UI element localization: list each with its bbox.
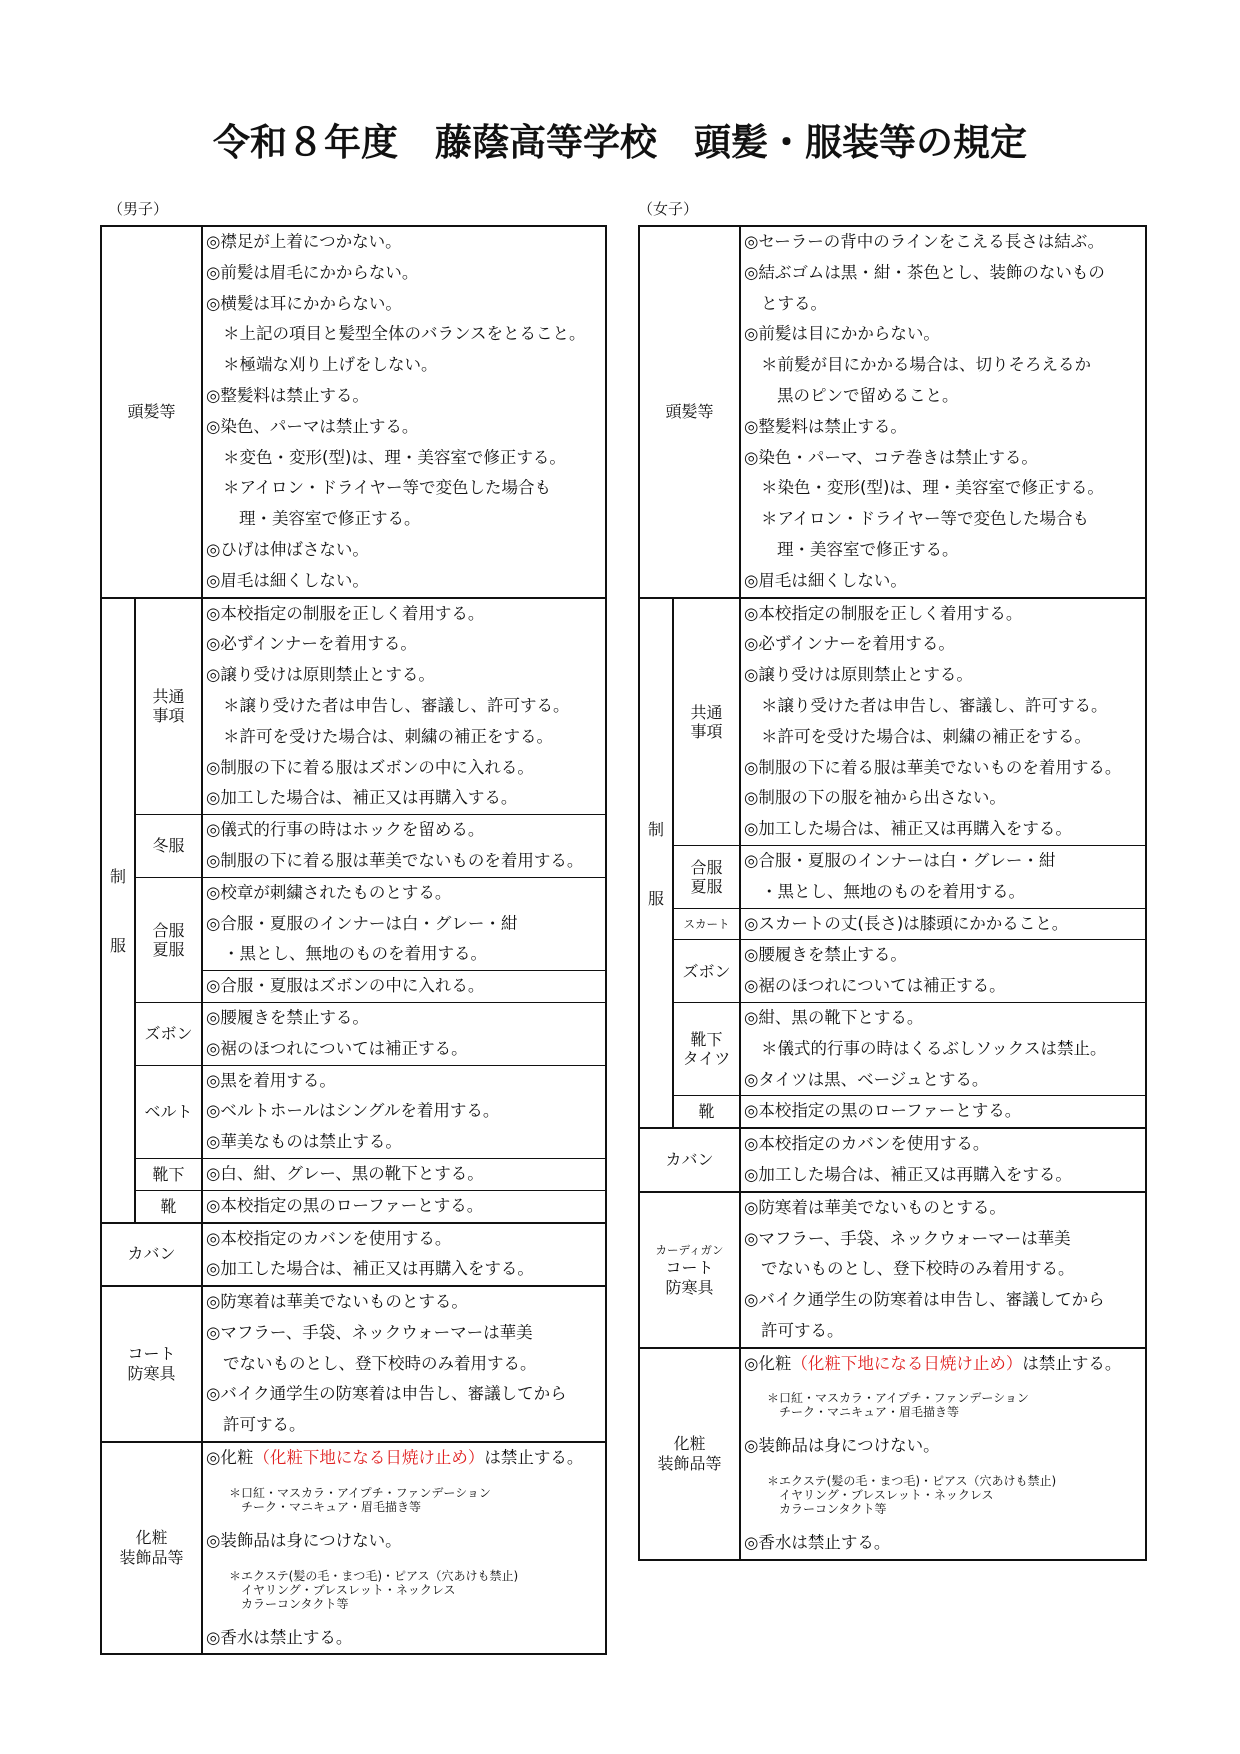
rule-line: ◎白、紺、グレー、黒の靴下とする。 [206,1163,484,1183]
rule-line: ◎染色・パーマ、コテ巻きは禁止する。 [744,447,1038,467]
rule-row [639,598,1146,846]
category-label-line: 共通 [152,687,185,707]
category-label-line: ズボン [144,1024,193,1044]
rule-line: ◎襟足が上着につかない。 [206,232,402,251]
rule-content [740,1128,1146,1192]
page-title: 令和８年度 藤蔭高等学校 頭髪・服装等の規定 [213,121,1027,164]
category-label-line: コート [127,1344,176,1364]
category-0 [101,226,202,598]
category-label-line: 夏服 [690,876,723,896]
rule-block [203,815,605,877]
rule-line: ＊極端な刈り上げをしない。 [223,355,438,375]
subcategory-2 [673,908,740,940]
rule-line: ・黒とし、無地のものを着用する。 [761,881,1026,901]
rule-line: ◎合服・夏服はズボンの中に入れる。 [206,976,485,996]
rule-line: ＊許可を受けた場合は、刺繍の補正をする。 [223,726,554,746]
rule-highlight-red: （化粧下地になる日焼け止め） [791,1353,1023,1373]
category-label-line: ベルト [144,1102,193,1122]
category-4 [639,1348,740,1560]
rule-content [740,1002,1146,1095]
rule-content [740,1096,1146,1128]
rule-row [101,815,606,878]
rule-text: ◎化粧 [744,1353,792,1373]
rule-row [101,1286,606,1442]
rule-row [101,1442,606,1654]
category-uniform [101,598,135,1223]
category-label-line: 防寒具 [127,1364,176,1384]
category-4 [101,1442,202,1654]
category-label-line: 事項 [690,721,723,741]
rule-line: ◎制服の下に着る服は華美でないものを着用する。 [206,850,584,870]
rule-line: ◎本校指定の黒のローファーとする。 [206,1195,484,1215]
rule-content [202,877,606,1002]
category-2 [101,1223,202,1287]
subcategory-1 [673,845,740,908]
rule-content [202,815,606,878]
rule-line: ◎加工した場合は、補正又は再購入をする。 [206,1259,534,1279]
rule-content [202,1223,606,1287]
rule-line: ◎本校指定の制服を正しく着用する。 [744,603,1023,623]
rule-line: ◎バイク通学生の防寒着は申告し、審議してから [206,1384,567,1404]
rule-line: ◎必ずインナーを着用する。 [744,634,955,654]
rule-block [741,1129,1145,1191]
rule-line: ◎結ぶゴムは黒・紺・茶色とし、装飾のないもの [744,262,1105,282]
rule-line: ・黒とし、無地のものを着用する。 [223,944,488,964]
category-label-line: 共通 [690,702,723,722]
rule-line: ◎バイク通学生の防寒着は申告し、審議してから [744,1290,1105,1310]
male-rules-table [100,225,607,1655]
rule-line [741,1349,1145,1380]
rule-row [639,1192,1146,1348]
rule-row [101,1002,606,1065]
rule-line: ＊前髪が目にかかる場合は、切りそろえるか [761,355,1092,375]
subcategory-5 [673,1096,740,1128]
rule-content [202,226,606,598]
rule-note [203,1474,605,1526]
male-section-label: （男子） [108,200,169,218]
female-section-label: （女子） [638,200,699,218]
category-label-line: 頭髪等 [665,401,714,421]
rule-row [101,598,606,815]
rule-line: ◎タイツは黒、ベージュとする。 [744,1069,989,1089]
category-label-line: 靴 [160,1196,177,1216]
rule-line: ◎校章が刺繍されたものとする。 [206,882,452,902]
rule-note-line: チーク・マニキュア・眉毛描き等 [241,1499,422,1514]
rule-row [639,1002,1146,1095]
category-label-line: 化粧 [135,1528,168,1548]
rule-line: でないものとし、登下校時のみ着用する。 [761,1259,1075,1279]
category-label-line: 装飾品等 [119,1548,184,1568]
rule-note-line: チーク・マニキュア・眉毛描き等 [779,1405,960,1420]
rule-block [203,599,605,815]
rule-line: ◎ひげは伸ばさない。 [206,539,369,559]
rule-note-line: ＊エクステ(髪の毛・まつ毛)・ピアス（穴あけも禁止) [229,1568,519,1583]
rule-line: ◎制服の下に着る服は華美でないものを着用する。 [744,757,1122,777]
rule-line: ◎裾のほつれについては補正する。 [744,976,1006,996]
rule-row [101,1158,606,1190]
rule-note-line: カラーコンタクト等 [241,1596,349,1611]
rule-row [101,226,606,598]
subcategory-0 [135,598,202,815]
rule-block [741,1193,1145,1347]
rule-block [203,1443,605,1653]
rule-content [202,1286,606,1442]
rule-note-line: イヤリング・ブレスレット・ネックレス [779,1488,994,1503]
rule-line: 理・美容室で修正する。 [777,539,959,559]
rule-block [203,1191,605,1222]
rule-content [202,1002,606,1065]
category-3 [639,1192,740,1348]
rule-line: ◎整髪料は禁止する。 [206,385,369,405]
subcategory-0 [673,598,740,846]
rule-content [202,1065,606,1158]
rule-line: ＊染色・変形(型)は、理・美容室で修正する。 [761,478,1104,498]
rule-note [741,1379,1145,1431]
category-label-line: タイツ [682,1049,731,1069]
rule-block [203,227,605,597]
rule-line: ◎本校指定のカバンを使用する。 [744,1134,990,1154]
subcategory-1 [135,815,202,878]
rule-line: ◎マフラー、手袋、ネックウォーマーは華美 [206,1322,533,1342]
category-label-line: スカート [683,916,730,931]
category-label-line: 頭髪等 [127,401,176,421]
rule-text: は禁止する。 [484,1448,584,1468]
rule-block [741,599,1145,845]
category-label-line: 合服 [690,857,723,877]
rule-line: 許可する。 [223,1415,306,1435]
rule-row [639,1128,1146,1192]
category-label-line: 冬服 [152,836,185,856]
category-3 [101,1286,202,1442]
category-label-line: 防寒具 [665,1277,714,1297]
category-label-line: 服 [647,888,664,908]
female-rules-table [638,225,1147,1561]
rule-line: ＊変色・変形(型)は、理・美容室で修正する。 [223,447,566,467]
rule-note [203,1557,605,1623]
rule-content [740,598,1146,846]
rule-note-line: イヤリング・ブレスレット・ネックレス [241,1582,456,1597]
rule-highlight-red: （化粧下地になる日焼け止め） [253,1448,485,1468]
subcategory-3 [135,1002,202,1065]
rule-line: ◎眉毛は細くしない。 [744,570,907,590]
rule-row [101,1065,606,1158]
rule-block [741,909,1145,940]
subcategory-4 [135,1065,202,1158]
rule-row [639,226,1146,598]
rule-line: ◎華美なものは禁止する。 [206,1132,402,1152]
rule-row [639,908,1146,940]
rule-line: ◎香水は禁止する。 [744,1533,891,1553]
rule-line: ◎本校指定のカバンを使用する。 [206,1228,452,1248]
rule-content [740,845,1146,908]
category-label-line: 制 [647,819,664,839]
rule-line: ◎防寒着は華美でないものとする。 [206,1292,468,1312]
rule-line: ◎整髪料は禁止する。 [744,416,907,436]
rule-content [740,1192,1146,1348]
rule-content [740,1348,1146,1560]
rule-line: ◎合服・夏服のインナーは白・グレー・紺 [206,913,518,933]
rule-block [741,846,1145,908]
rule-line: ◎横髪は耳にかからない。 [206,293,402,313]
rule-line: ◎加工した場合は、補正又は再購入する。 [206,788,518,808]
rule-block [203,970,605,1002]
rule-line: ◎防寒着は華美でないものとする。 [744,1197,1006,1217]
rule-line: ◎腰履きを禁止する。 [206,1007,369,1027]
rule-note-line: ＊口紅・マスカラ・アイプチ・ファンデーション [767,1391,1029,1406]
subcategory-4 [673,1002,740,1095]
rule-line: ◎譲り受けは原則禁止とする。 [206,665,435,685]
rule-line: ◎染色、パーマは禁止する。 [206,416,419,436]
rule-line: ◎本校指定の制服を正しく着用する。 [206,603,485,623]
category-label-line: 合服 [152,920,185,940]
rule-line: ◎スカートの丈(長さ)は膝頭にかかること。 [744,913,1069,933]
rule-line: ◎合服・夏服のインナーは白・グレー・紺 [744,850,1056,870]
rule-note-line: カラーコンタクト等 [779,1502,887,1517]
category-label-line: 服 [109,936,126,956]
rule-line: ◎ベルトホールはシングルを着用する。 [206,1101,500,1121]
category-label-line: カーディガン [655,1242,724,1257]
rule-line: ＊譲り受けた者は申告し、審議し、許可する。 [761,695,1108,715]
rule-line: ◎本校指定の黒のローファーとする。 [744,1101,1022,1121]
rule-content [740,908,1146,940]
rule-text: ◎化粧 [206,1448,254,1468]
category-label-line: 靴 [698,1102,715,1122]
rule-line: ＊許可を受けた場合は、刺繍の補正をする。 [761,726,1092,746]
category-label-line: 装飾品等 [657,1453,722,1473]
rule-line: ＊儀式的行事の時はくるぶしソックスは禁止。 [761,1038,1107,1058]
rule-block [741,1003,1145,1095]
category-uniform [639,598,673,1129]
rule-block [203,1159,605,1190]
rule-line: ◎紺、黒の靴下とする。 [744,1007,924,1027]
rule-line [203,1443,605,1474]
rule-block [741,227,1145,597]
rule-note-line: ＊エクステ(髪の毛・まつ毛)・ピアス（穴あけも禁止) [767,1474,1057,1489]
rule-note-line: ＊口紅・マスカラ・アイプチ・ファンデーション [229,1485,491,1500]
rule-line: ◎眉毛は細くしない。 [206,570,369,590]
rule-row [639,940,1146,1003]
subcategory-3 [673,940,740,1003]
rule-content [202,598,606,815]
rule-line: ◎前髪は眉毛にかからない。 [206,262,419,282]
category-label-line: コート [665,1257,714,1277]
rule-block [203,1003,605,1065]
category-label-line: カバン [665,1149,714,1169]
rule-content [740,940,1146,1003]
rule-block [203,878,605,970]
rule-line: 黒のピンで留めること。 [777,385,959,405]
rule-text: は禁止する。 [1022,1353,1122,1373]
category-label-line: 制 [109,867,126,887]
category-label-line: ズボン [682,961,731,981]
rule-content [740,226,1146,598]
rule-line: ◎加工した場合は、補正又は再購入をする。 [744,819,1072,839]
rule-line: ＊譲り受けた者は申告し、審議し、許可する。 [223,695,570,715]
rule-line: ◎セーラーの背中のラインをこえる長さは結ぶ。 [744,232,1105,251]
rule-line: ◎譲り受けは原則禁止とする。 [744,665,973,685]
category-label-line: 靴下 [152,1164,185,1184]
rule-line: ◎前髪は目にかからない。 [744,324,940,344]
rule-line: 許可する。 [761,1320,844,1340]
rule-line: ◎黒を着用する。 [206,1070,336,1090]
rule-line: ◎マフラー、手袋、ネックウォーマーは華美 [744,1228,1071,1248]
category-label-line: 事項 [152,706,185,726]
rule-line: ◎香水は禁止する。 [206,1627,353,1647]
rule-row [101,877,606,1002]
rule-line: ◎裾のほつれについては補正する。 [206,1038,468,1058]
category-label-line: カバン [127,1244,176,1264]
rule-block [741,940,1145,1002]
rule-line: でないものとし、登下校時のみ着用する。 [223,1353,537,1373]
rule-block [741,1349,1145,1559]
rule-line: ◎儀式的行事の時はホックを留める。 [206,820,485,840]
rule-block [203,1287,605,1441]
rule-line: ＊アイロン・ドライヤー等で変色した場合も [223,478,552,498]
rule-note [741,1462,1145,1528]
category-label-line: 夏服 [152,939,185,959]
category-label-line: 化粧 [673,1433,706,1453]
rule-line: ＊上記の項目と髪型全体のバランスをとること。 [223,324,586,344]
rule-row [101,1223,606,1287]
rule-line: ◎加工した場合は、補正又は再購入をする。 [744,1164,1072,1184]
rule-line: ◎制服の下の服を袖から出さない。 [744,788,1006,808]
rule-line: とする。 [761,293,828,313]
subcategory-6 [135,1190,202,1222]
rule-block [203,1066,605,1158]
rule-block [741,1096,1145,1127]
rule-block [203,1224,605,1286]
rule-line: ◎制服の下に着る服はズボンの中に入れる。 [206,757,534,777]
rule-row [639,1348,1146,1560]
subcategory-5 [135,1158,202,1190]
category-0 [639,226,740,598]
rule-line: ◎装飾品は身につけない。 [206,1530,402,1550]
category-label-line: 靴下 [690,1030,723,1050]
rule-row [639,845,1146,908]
rule-row [639,1096,1146,1128]
rule-line: ＊アイロン・ドライヤー等で変色した場合も [761,509,1090,529]
rule-line: 理・美容室で修正する。 [239,509,421,529]
rule-content [202,1190,606,1222]
rule-row [101,1190,606,1222]
subcategory-2 [135,877,202,1002]
category-2 [639,1128,740,1192]
rule-line: ◎腰履きを禁止する。 [744,945,907,965]
rule-line: ◎装飾品は身につけない。 [744,1436,940,1456]
rule-content [202,1442,606,1654]
rule-line: ◎必ずインナーを着用する。 [206,634,417,654]
rule-content [202,1158,606,1190]
